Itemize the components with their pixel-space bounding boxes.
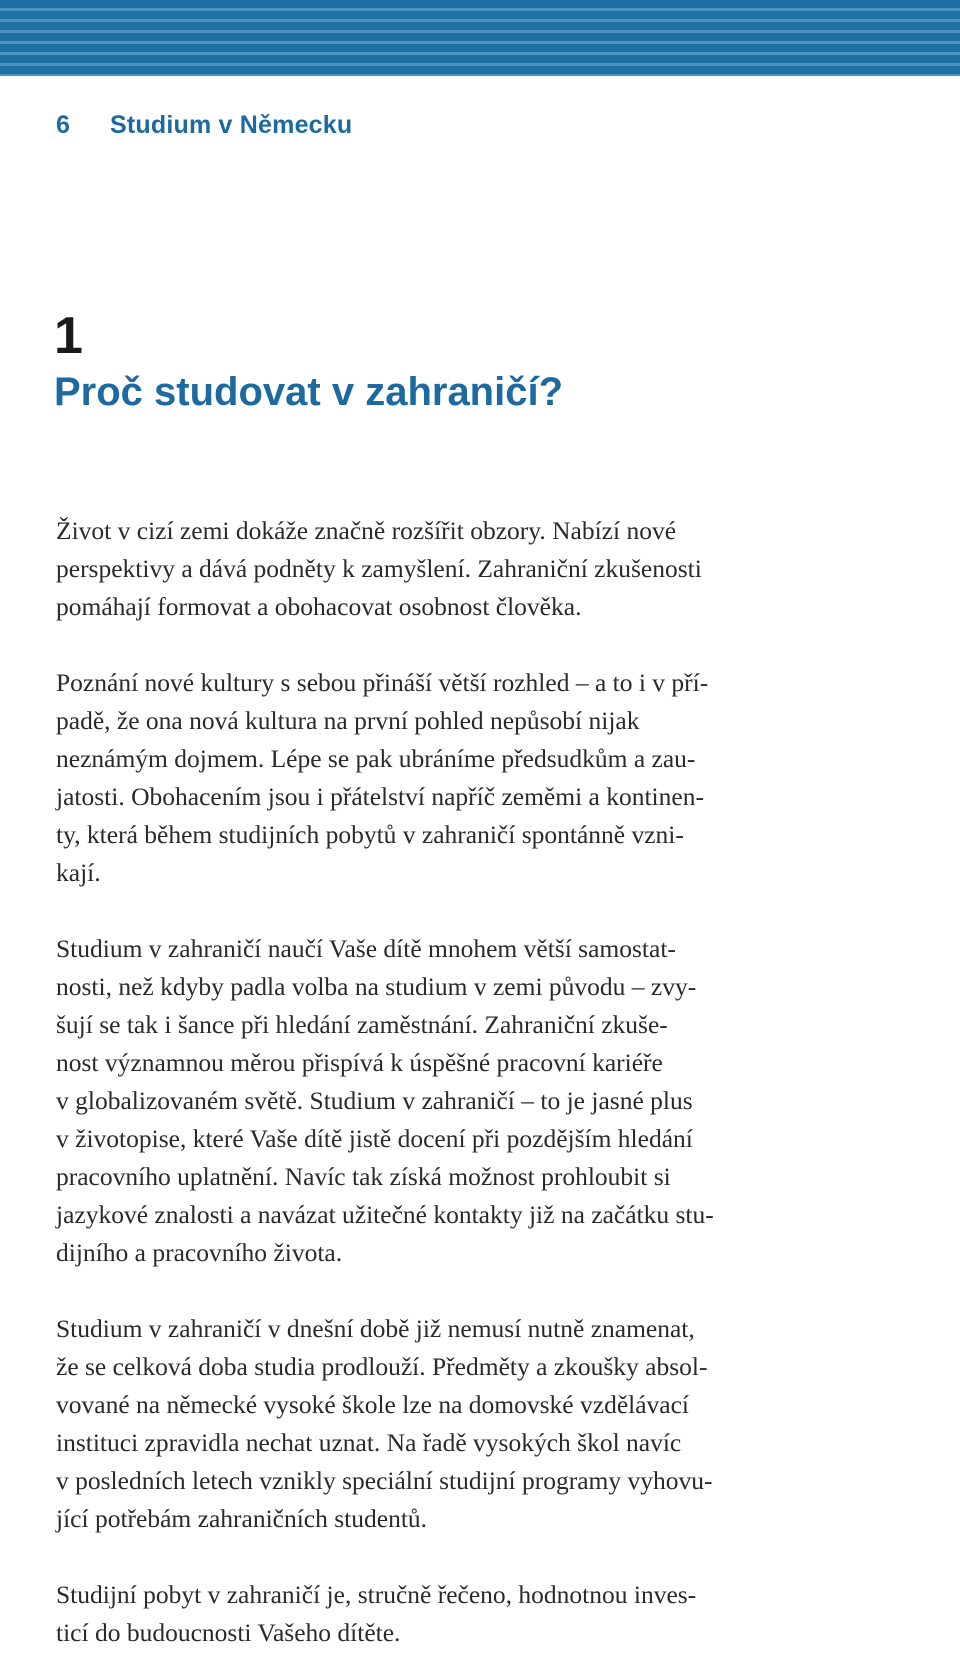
text-line: dijního a pracovního života. xyxy=(56,1238,343,1267)
text-line: v globalizovaném světě. Studium v zahraničí – to je jasné plus xyxy=(56,1086,693,1115)
text-line: Studium v zahraničí naučí Vaše dítě mnohem větší samostat- xyxy=(56,934,676,963)
paragraph xyxy=(56,930,846,1272)
text-line: kají. xyxy=(56,858,101,887)
chapter-number: 1 xyxy=(54,307,83,365)
paragraph xyxy=(56,1310,846,1538)
text-line: ticí do budoucnosti Vašeho dítěte. xyxy=(56,1618,401,1647)
text-line: v životopise, které Vaše dítě jistě docení při pozdějším hledání xyxy=(56,1124,693,1153)
text-line: šují se tak i šance při hledání zaměstnání. Zahraniční zkuše- xyxy=(56,1010,668,1039)
paragraph xyxy=(56,1576,846,1652)
text-line: pomáhají formovat a obohacovat osobnost člověka. xyxy=(56,592,582,621)
running-head xyxy=(56,111,352,140)
text-line: Život v cizí zemi dokáže značně rozšířit obzory. Nabízí nové xyxy=(56,516,677,545)
text-line: nosti, než kdyby padla volba na studium v zemi původu – zvy- xyxy=(56,972,697,1001)
paragraph xyxy=(56,664,846,892)
text-line: neznámým dojmem. Lépe se pak ubráníme předsudkům a zau- xyxy=(56,744,696,773)
text-line: jatosti. Obohacením jsou i přátelství napříč zeměmi a kontinen- xyxy=(56,782,704,811)
header-color-band xyxy=(0,0,960,76)
text-line: perspektivy a dává podněty k zamyšlení. Zahraniční zkušenosti xyxy=(56,554,702,583)
paragraph xyxy=(56,512,846,626)
running-title: Studium v Německu xyxy=(110,111,353,139)
chapter-title: Proč studovat v zahraničí? xyxy=(54,370,564,414)
text-line: Studium v zahraničí v dnešní době již nemusí nutně znamenat, xyxy=(56,1314,695,1343)
text-line: jazykové znalosti a navázat užitečné kontakty již na začátku stu- xyxy=(56,1200,714,1229)
text-line: ty, která během studijních pobytů v zahraničí spontánně vzni- xyxy=(56,820,684,849)
text-line: vované na německé vysoké škole lze na domovské vzdělávací xyxy=(56,1390,690,1419)
text-line: v posledních letech vznikly speciální studijní programy vyhovu- xyxy=(56,1466,713,1495)
text-line: instituci zpravidla nechat uznat. Na řadě vysokých škol navíc xyxy=(56,1428,682,1457)
page-number: 6 xyxy=(56,111,71,139)
body-text xyxy=(56,512,846,1665)
text-line: Studijní pobyt v zahraničí je, stručně řečeno, hodnotnou inves- xyxy=(56,1580,697,1609)
text-line: jící potřebám zahraničních studentů. xyxy=(56,1504,428,1533)
text-line: že se celková doba studia prodlouží. Předměty a zkoušky absol- xyxy=(56,1352,708,1381)
text-line: nost významnou měrou přispívá k úspěšné pracovní kariéře xyxy=(56,1048,663,1077)
text-line: pracovního uplatnění. Navíc tak získá možnost prohloubit si xyxy=(56,1162,671,1191)
text-line: padě, že ona nová kultura na první pohled nepůsobí nijak xyxy=(56,706,640,735)
text-line: Poznání nové kultury s sebou přináší větší rozhled – a to i v pří- xyxy=(56,668,709,697)
